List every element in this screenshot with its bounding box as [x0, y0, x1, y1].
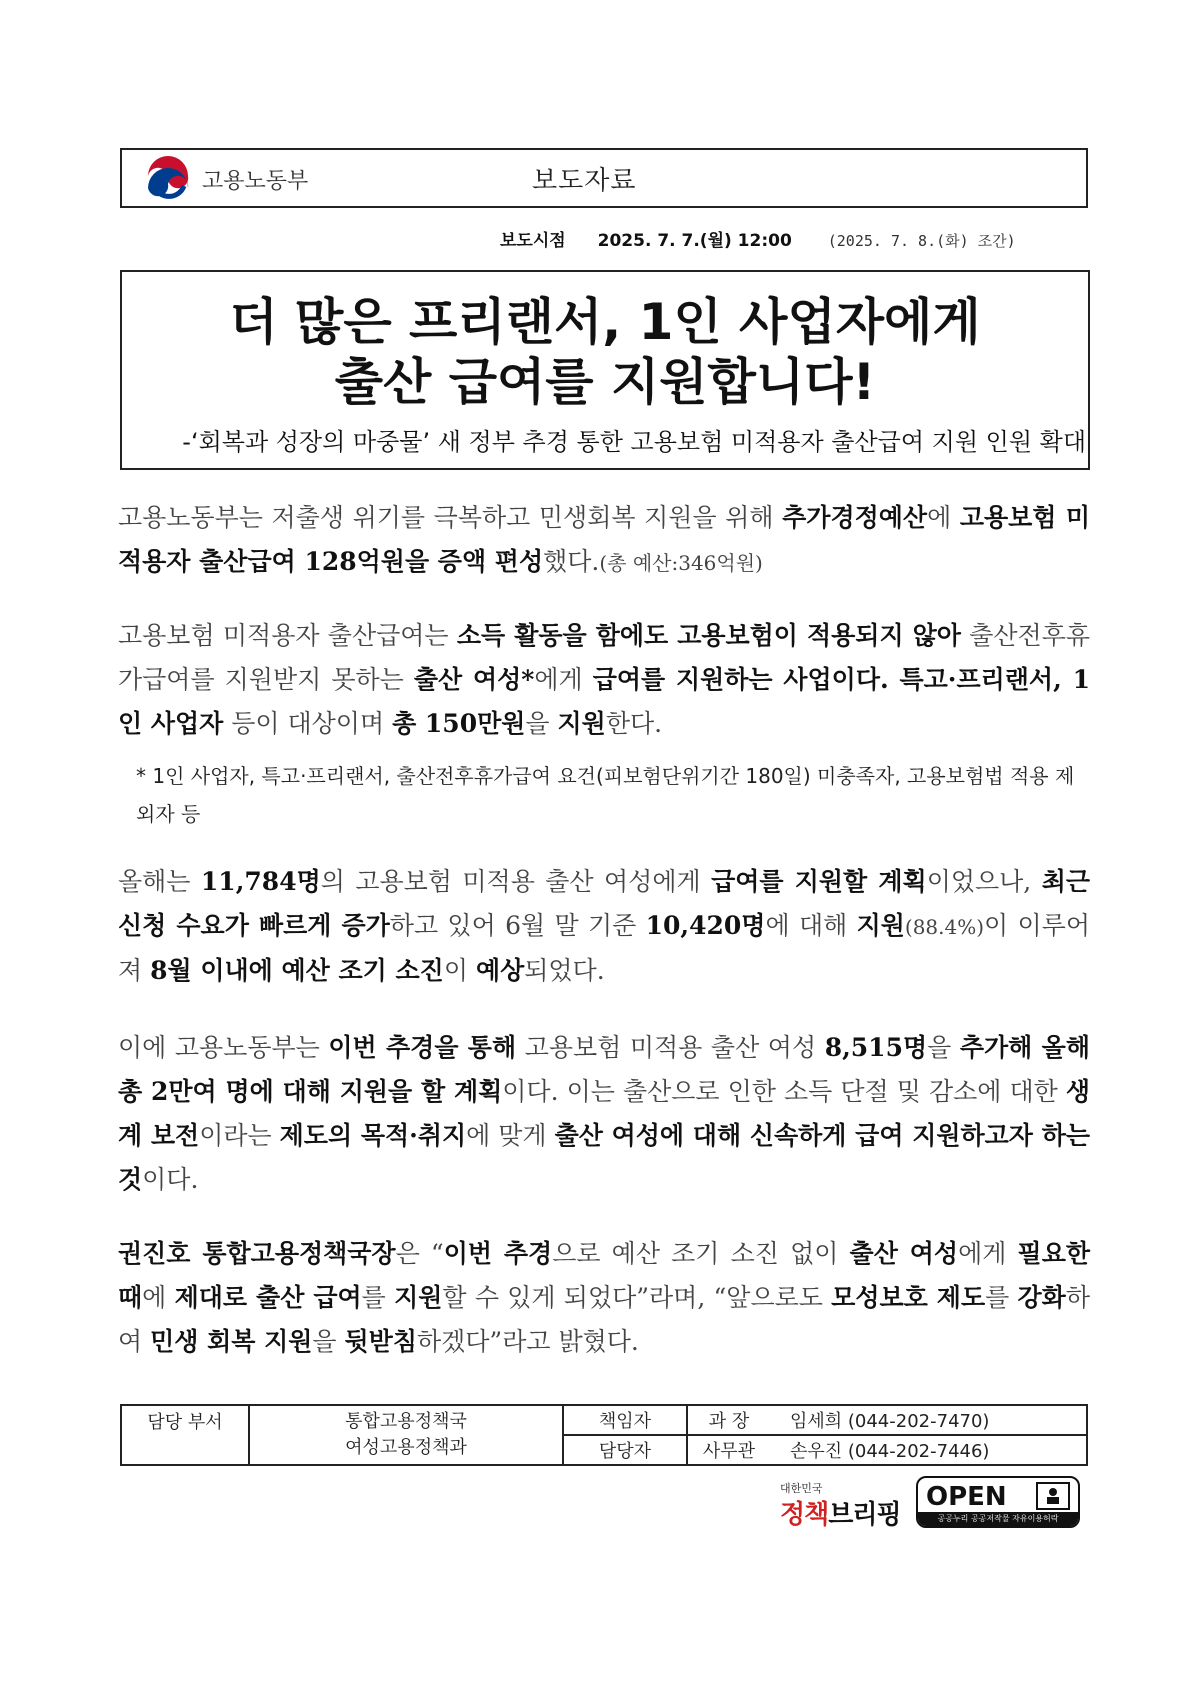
- brief-main-b: 브리핑: [828, 1500, 901, 1530]
- paragraph-1: [118, 496, 1090, 585]
- dept-cell: [249, 1405, 563, 1465]
- bold-text: 소득 활동을 함에도 고용보험이 적용되지 않아: [456, 621, 961, 650]
- government-emblem-icon: [144, 156, 192, 204]
- person-cell: 임세희 (044-202-7470): [770, 1405, 1087, 1435]
- bold-text: 이번 추경을 통해: [328, 1033, 517, 1062]
- text-run: 을: [312, 1327, 345, 1356]
- paragraph-3: [118, 860, 1090, 993]
- text-run: 하겠다”라고 밝혔다.: [416, 1327, 639, 1356]
- release-time: 2025. 7. 7.(월) 12:00: [597, 231, 792, 251]
- role-cell: 책임자: [563, 1405, 687, 1435]
- bold-text: 8월 이내에 예산 조기 소진: [150, 956, 444, 985]
- text-run: 의 고용보험 미적용 출산 여성에게: [320, 867, 712, 896]
- text-run: 에게: [534, 665, 593, 694]
- bold-text: 지원: [557, 709, 606, 738]
- text-run: 에게: [958, 1239, 1018, 1268]
- policy-briefing-main-text: [780, 1494, 901, 1531]
- text-run: 고용보험 미적용자 출산급여는: [118, 621, 457, 650]
- bold-text: 급여를 지원하는 사업이다. 특고·프리랜서, 1인 사업자: [118, 665, 1090, 738]
- bold-text: 총 150만원: [392, 709, 526, 738]
- bold-text: 모성보호 제도: [831, 1283, 986, 1312]
- role-cell: 담당자: [563, 1435, 687, 1465]
- text-run: 이다.: [142, 1165, 199, 1194]
- headline-line-1: 더 많은 프리랜서, 1인 사업자에게: [229, 293, 981, 351]
- text-run: 를: [361, 1283, 395, 1312]
- policy-briefing-small-text: 대한민국: [780, 1482, 823, 1495]
- text-run: 되었다.: [524, 956, 605, 985]
- text-run: 이 이루어져: [118, 911, 1090, 985]
- bold-text: 제도의 목적·취지: [279, 1121, 467, 1150]
- bold-text: 8,515명: [824, 1033, 928, 1062]
- release-info: [500, 226, 1016, 251]
- text-run: 을: [525, 709, 558, 738]
- release-embargo: (2025. 7. 8.(화) 조간): [827, 232, 1016, 250]
- bold-text: 예상: [475, 956, 525, 985]
- text-run: 하고 있어 6월 말 기준: [389, 911, 646, 940]
- bold-text: 추가해 올해 총 2만여 명에 대해 지원을 할 계획: [118, 1033, 1090, 1106]
- text-run: 에: [927, 503, 960, 532]
- header-box: [120, 148, 1088, 208]
- attribution-icon: [1036, 1482, 1070, 1510]
- headline-line-2: 출산 급여를 지원합니다!: [334, 353, 876, 411]
- text-run: 한다.: [605, 709, 663, 738]
- bold-text: 지원: [856, 911, 905, 940]
- bold-text: 출산 여성*: [413, 665, 535, 694]
- text-run: 올해는: [118, 867, 201, 896]
- bold-text: 급여를 지원할 계획: [711, 867, 927, 896]
- policy-briefing-logo: [780, 1480, 910, 1536]
- bold-text: 생계 보전: [118, 1077, 1090, 1150]
- bold-text: 출산 여성: [849, 1239, 959, 1268]
- title-box: [120, 270, 1090, 470]
- bold-text: 필요한 때: [118, 1239, 1090, 1312]
- bold-text: 이번 추경: [443, 1239, 553, 1268]
- bold-text: 뒷받침: [344, 1327, 417, 1356]
- open-label: OPEN: [926, 1482, 1007, 1512]
- text-run: 등이 대상이며: [223, 709, 393, 738]
- person-cell: 손우진 (044-202-7446): [770, 1435, 1087, 1465]
- text-run: 을: [927, 1033, 960, 1062]
- position-cell: 사무관: [687, 1435, 770, 1465]
- text-run: 에 맞게: [466, 1121, 555, 1150]
- open-license-badge: [916, 1476, 1080, 1528]
- dept-line-2: 여성고용정책과: [345, 1437, 467, 1458]
- paragraph-5: [118, 1232, 1090, 1364]
- text-run: 이에 고용노동부는: [118, 1033, 329, 1062]
- text-run: 은 “: [395, 1239, 444, 1268]
- text-run: 에: [142, 1283, 175, 1312]
- text-run: 고용노동부는 저출생 위기를 극복하고 민생회복 지원을 위해: [118, 503, 783, 532]
- bold-text: 지원: [394, 1283, 443, 1312]
- bold-text: 11,784명: [200, 867, 321, 896]
- bold-text: 강화: [1017, 1283, 1066, 1312]
- paragraph-4: [118, 1026, 1090, 1202]
- text-run: 할 수 있게 되었다”라며, “앞으로도: [442, 1283, 832, 1312]
- text-run: (88.4%): [904, 915, 985, 939]
- text-run: 고용보험 미적용 출산 여성: [516, 1033, 825, 1062]
- bold-text: 고용보험 미적용자 출산급여 128억원을 증액 편성: [118, 503, 1090, 576]
- document-type: 보도자료: [532, 166, 637, 196]
- footnote: * 1인 사업자, 특고·프리랜서, 출산전후휴가급여 요건(피보험단위기간 180일) 미충족자, 고용보험법 적용 제외자 등: [136, 764, 1075, 826]
- text-run: (총 예산:346억원): [599, 551, 763, 575]
- bold-text: 민생 회복 지원: [150, 1327, 313, 1356]
- dept-line-1: 통합고용정책국: [345, 1411, 467, 1432]
- text-run: 를: [985, 1283, 1018, 1312]
- table-row: [121, 1405, 1087, 1435]
- text-run: 에 대해: [765, 911, 857, 940]
- bold-text: 출산 여성에 대해 신속하게 급여 지원하고자 하는 것: [118, 1121, 1090, 1194]
- text-run: 하여: [118, 1283, 1090, 1356]
- text-run: 이라는: [199, 1121, 280, 1150]
- text-run: 했다.: [543, 547, 600, 576]
- bold-text: 최근 신청 수요가 빠르게 증가: [118, 867, 1090, 940]
- organization-name: 고용노동부: [202, 169, 309, 194]
- release-label: 보도시점: [500, 231, 566, 251]
- text-run: 이다. 이는 출산으로 인한 소득 단절 및 감소에 대한: [502, 1077, 1066, 1106]
- dept-label: 담당 부서: [121, 1405, 249, 1465]
- paragraph-2: [118, 614, 1090, 746]
- position-cell: 과 장: [687, 1405, 770, 1435]
- text-run: 출산전후휴가급여를 지원받지 못하는: [118, 621, 1090, 694]
- bold-text: 추가경정예산: [782, 503, 928, 532]
- subtitle: -‘회복과 성장의 마중물’ 새 정부 추경 통한 고용보험 미적용자 출산급여 지원 인원 확대: [182, 428, 1086, 456]
- text-run: 으로 예산 조기 소진 없이: [552, 1239, 850, 1268]
- contact-table: [120, 1404, 1088, 1466]
- bold-text: 권진호 통합고용정책국장: [118, 1239, 396, 1268]
- person-icon: [1038, 1484, 1068, 1508]
- bold-text: 제대로 출산 급여: [174, 1283, 362, 1312]
- bold-text: 10,420명: [645, 911, 766, 940]
- text-run: 이었으나,: [926, 867, 1042, 896]
- open-license-bar: 공공누리 공공저작물 자유이용허락: [918, 1512, 1078, 1526]
- brief-main-a: 정책: [780, 1500, 829, 1530]
- text-run: 이: [443, 956, 476, 985]
